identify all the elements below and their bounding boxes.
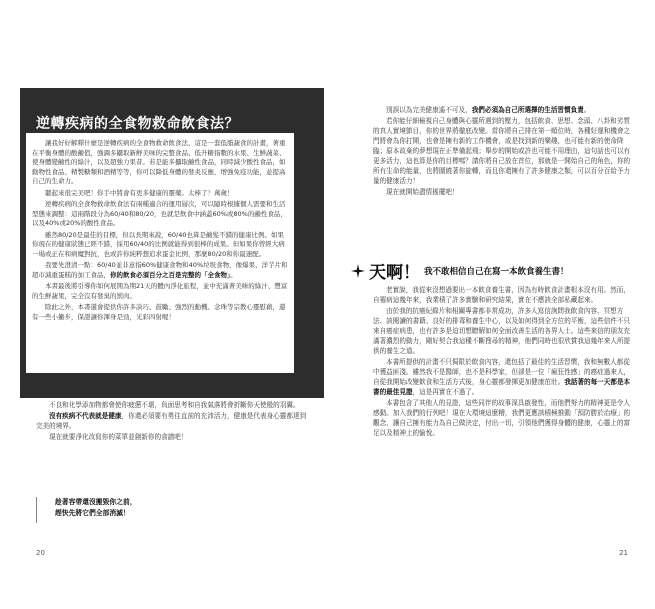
- paragraph: 沒有疾病不代表就是健康，你還必須要有勇往直前的充沛活力，健康是代表身心靈都達到完美的境界。: [36, 412, 307, 430]
- sidebar-text-panel: [26, 133, 294, 373]
- paragraph: 別誤以為完美健康遙不可及，我們必須為自己所選擇的生活習慣負責。: [386, 106, 591, 114]
- paragraph: 本書包含了其他人的見證，這些同伴的故事深具啟發性，而他們努力的精神更是令人感動。加入我們的行列吧！現在大環境這麼糟，我們更應該積極推動「預防勝於治療」的觀念，讓自己擁有能力為自己做決定，付出一切，引領他們獲得身體的健康，心靈上的富足以及精神上的愉悅。: [373, 399, 631, 437]
- paragraph: 現在就開始盡情搖擺吧！: [386, 188, 459, 196]
- paragraph: 本書最後將引導你如何展開為期21天的體內淨化旅程，並中充滿著美味的綠汁、豐富的生鮮蔬果，完全沒有發臭的罰肉。: [32, 282, 288, 300]
- paragraph: 若你能仔細檢視自己身體與心靈所遇到的壓力，包括飲食、思想、念頭、八卦和劣質的真人實境節目，你的世界將徹底改變。當你將自己排在第一順位時，各種好運和機會之門將會為你打開，也會是擁有新的工作機會，或是找到新的樂趣，也可能有新的使命降臨；原本故棄的夢想現在正準備起飛；舉步的開始或許也可能不用理由，這句話也可以有更多活力，這也算是你的目標嗎？請你將自己放在首位，那就是一開始自己的角色，你的所有生命的能量，也將圍繞著你旋轉，而且你還擁有了許多健康之類，可以百分百給予力量的健康活力！: [373, 117, 631, 185]
- paragraph: 不良和化學添加物都會使你疲憊不堪，負面思考和自我氣落將會折斷你天使般的羽翼。: [49, 401, 300, 409]
- right-page-top-text: [373, 105, 635, 198]
- sidebar-text-content: [26, 133, 294, 322]
- bold-phrase: 我們必須為自己所選擇的生活習慣負責: [471, 106, 584, 114]
- paragraph: 讓我好好解釋什麼是逆轉疾病的全食物救命飲食法，這是一套低脂蔬食的計畫，著重在平衡身體的酸鹼值，強調多攝取新鮮美味的完整食品、低升糖指數的水果、生鮮蔬菜、使身體變鹼性的綠汁，以及超強力果昔。若是能多攝取鹼性食品，同時減少酸性食品，如動物性食品、精製糖類和酒精等等，你可以降低身體的發炎反應，增強免疫功能，並提高自己的生命力。: [32, 139, 286, 185]
- paragraph: 本書所提供的計畫不只侷限於飲食內容，還包括了最佳的生活習慣，我和無數人都從中獲益匪淺。雖然我不是醫師，也不是科學家，但卻是一位「瘋狂性感」的癌症過來人，自從我開始改變飲食和生活方式後，身心靈都發揮更加健康茁壯。我話著的每一天都是本書的最佳見證，這是再實在不過了。: [373, 358, 631, 396]
- right-page-bottom-text: [373, 285, 635, 439]
- bold-phrase: 我話著的每一天都是本書的最佳見證: [373, 378, 631, 396]
- box-title: 逆轉疾病的全食物救命飲食法？: [36, 116, 239, 132]
- paragraph: 我要先澄清一點：60/40並非意指60%健康食物和40%垃圾食物，像爆果、洋芋片和超市減重蛋糕的加工食品，你的飲食必須百分之百是完整的「全食物」。: [32, 261, 288, 279]
- paragraph: 現在就要淨化改寫你的菜單並創新你的食譜吧！: [49, 433, 188, 441]
- page-number-left: 20: [36, 549, 45, 557]
- pull-quote-line-1: 趁著容帶還沒搬毀你之前，: [55, 498, 137, 506]
- paragraph: 由於我的抗癌紀錄片和相關專書都非常成功，許多人寫信詢問我飲食內容、冥想方法、該閱讀的書籍、良好的排毒和養生中心，以及如何得到全方位的平衡，這些信件不只來自癌症病患，也有許多是迫切想瞭解如何全面改善生活的各界人士。這些來信的朋友充滿著濃烈的動力，剛好契合我這種不斷搜尋的精神，他們同時也很欣賞我這幾年來人所提供的養生之道。: [373, 307, 631, 355]
- bold-phrase: 你的飲食必須百分之百是完整的「全食物」: [110, 270, 231, 279]
- heading-exclamation: 天啊！: [369, 263, 420, 283]
- sparkle-icon: [350, 263, 366, 279]
- heading-subtitle: 我不敢相信自己在寫一本飲食養生書！: [424, 266, 569, 277]
- page-number-right: 21: [619, 549, 628, 557]
- left-page-body-text: [36, 400, 312, 443]
- paragraph: 逆轉疾病的全食物救命飲食法有兩種適合的運用層次，可以隨時根據個人需要和生活型態來調整：這兩階段分為60/40和80/20，也就是飲食中涵蓋60%或80%的鹼性食品，以及40%或20%的酸性食品。: [32, 200, 287, 227]
- pull-quote-line-2: 趕快先將它們全部消滅！: [55, 509, 130, 517]
- pull-quote: [36, 497, 325, 523]
- paragraph: 老實說，我從來沒想過要出一本飲食養生書，因為有時飲食計畫根本沒有用。然而，自罹病這幾年來，我業積了許多實驗和研究結果，實在不應該全部私藏起來。: [373, 286, 630, 304]
- paragraph: 聽起來很完美吧！你手中將會有更多健康的靈藥。太棒了！萬歲！: [45, 188, 234, 197]
- bold-phrase: 沒有疾病不代表就是健康: [49, 412, 122, 420]
- paragraph: 除此之外，本書還會提供你許多訣巧、鼓勵、強烈的動機、念珠等宗教心靈慰藉，還有一些小撇步，保證讓你渾身是勁，光彩四射喔！: [32, 303, 286, 321]
- paragraph: 雖然80/20是最佳的目標，但以長期來說，60/40也算是鹼髮不錯的健康比例。如果你現在的健康狀態已經不錯，採用60/40的比例就能得到很棒的成果。但如果你曾經大病一場或正在和病魔對抗，也或許你純粹想追求蛋金比例，那麼80/20和你最速配。: [32, 230, 285, 258]
- section-heading: [350, 258, 569, 283]
